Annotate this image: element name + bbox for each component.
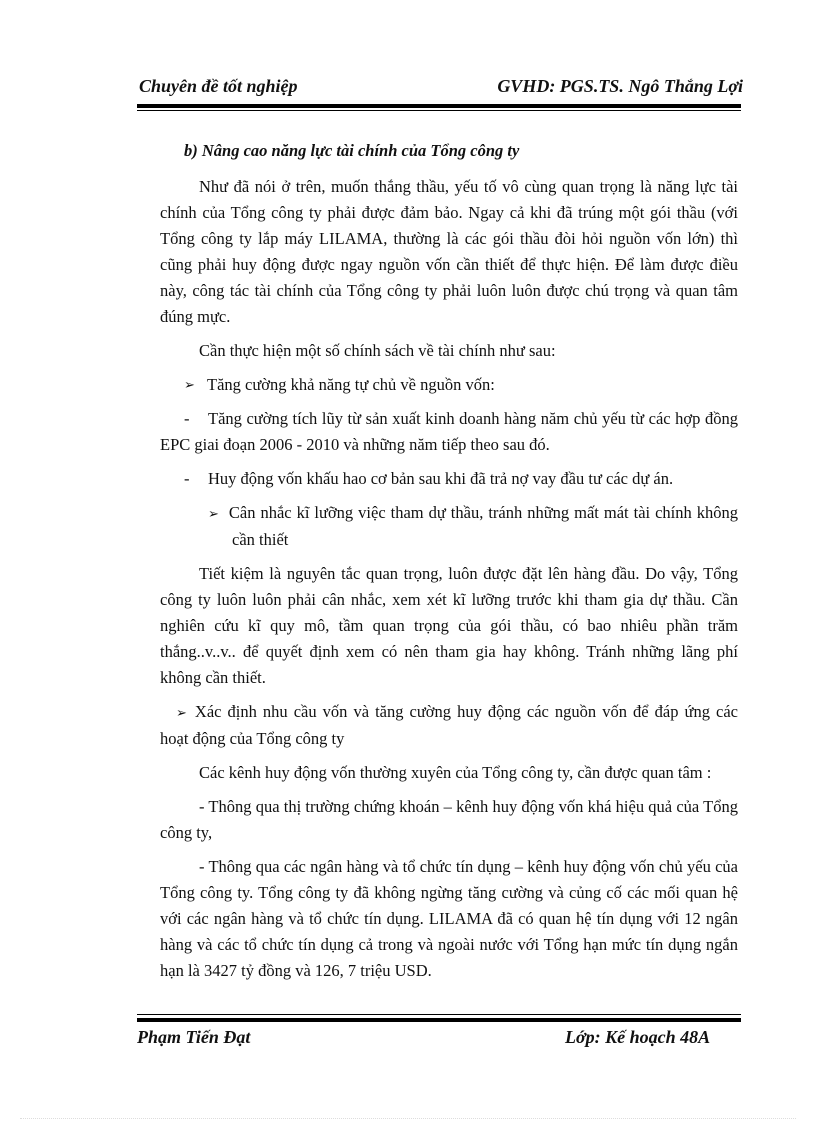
bullet-item [160, 372, 738, 398]
arrow-bullet-icon: ➢ [184, 377, 195, 392]
header-rule-thin [137, 110, 741, 111]
dash-marker: - [184, 409, 190, 428]
bullet-text: Cân nhắc kĩ lưỡng việc tham dự thầu, tránh những mất mát tài chính không cần thiết [228, 503, 738, 549]
bullet-text: Tăng cường khả năng tự chủ về nguồn vốn: [207, 375, 495, 394]
paragraph-stock-market: - Thông qua thị trường chứng khoán – kênh huy động vốn khá hiệu quả của Tổng công ty, [160, 797, 738, 842]
dash-text: Huy động vốn khấu hao cơ bản sau khi đã trả nợ vay đầu tư các dự án. [208, 469, 674, 488]
dash-item [160, 466, 738, 492]
bullet-item [160, 699, 738, 752]
footer-rule-thick [137, 1018, 741, 1022]
dash-marker: - [184, 469, 190, 488]
paragraph-saving: Tiết kiệm là nguyên tắc quan trọng, luôn được đặt lên hàng đầu. Do vậy, Tổng công ty luôn luôn phải cân nhắc, xem xét kĩ lưỡng trước khi tham gia dự thầu. Cần nghiên cứu kĩ quy mô, tầm quan trọng của gói thầu, có bao nhiêu phần trăm thắng..v..v.. để quyết định xem có nên tham gia hay không. Tránh những lãng phí không cần thiết. [160, 564, 738, 687]
paragraph-channels: Các kênh huy động vốn thường xuyên của Tổng công ty, cần được quan tâm : [199, 763, 712, 782]
page-body [160, 138, 738, 992]
header-rule-thick [137, 104, 741, 108]
section-heading: b) Nâng cao năng lực tài chính của Tổng công ty [184, 141, 520, 160]
arrow-bullet-icon: ➢ [176, 705, 187, 720]
footer-author: Phạm Tiến Đạt [137, 1027, 251, 1047]
paragraph-policies: Cần thực hiện một số chính sách về tài chính như sau: [199, 341, 556, 360]
dash-text: Tăng cường tích lũy từ sản xuất kinh doanh hàng năm chủ yếu từ các hợp đồng EPC giai đoạn 2006 - 2010 và những năm tiếp theo sau đó. [160, 409, 738, 454]
bullet-text: Xác định nhu cầu vốn và tăng cường huy động các nguồn vốn để đáp ứng các hoạt động của Tổng công ty [160, 702, 738, 748]
footer-class: Lớp: Kế hoạch 48A [565, 1027, 711, 1047]
paragraph-intro: Như đã nói ở trên, muốn thắng thầu, yếu tố vô cùng quan trọng là năng lực tài chính của Tổng công ty phải được đảm bảo. Ngay cả khi đã trúng một gói thầu (với Tổng công ty lắp máy LILAMA, thường là các gói thầu đòi hỏi nguồn vốn lớn) thì cũng phải huy động được ngay nguồn vốn cần thiết để thực hiện. Để làm được điều này, công tác tài chính của Tổng công ty phải luôn luôn được chú trọng và quan tâm đúng mực. [160, 177, 738, 326]
paragraph-banks: - Thông qua các ngân hàng và tổ chức tín dụng – kênh huy động vốn chủ yếu của Tổng công ty. Tổng công ty đã không ngừng tăng cường và củng cố các mối quan hệ với các ngân hàng và tổ chức tín dụng. LILAMA đã có quan hệ tín dụng với 12 ngân hàng và các tổ chức tín dụng cả trong và ngoài nước với Tổng hạn mức tín dụng ngắn hạn là 3427 tỷ đồng và 126, 7 triệu USD. [160, 857, 738, 980]
arrow-bullet-icon: ➢ [208, 506, 219, 521]
footer-rule-thin [137, 1014, 741, 1015]
header-title-left: Chuyên đề tốt nghiệp [139, 76, 298, 96]
header-title-right: GVHD: PGS.TS. Ngô Thắng Lợi [497, 76, 743, 96]
bullet-item [160, 500, 738, 553]
dash-item [160, 406, 738, 458]
page-edge-divider [20, 1118, 796, 1119]
